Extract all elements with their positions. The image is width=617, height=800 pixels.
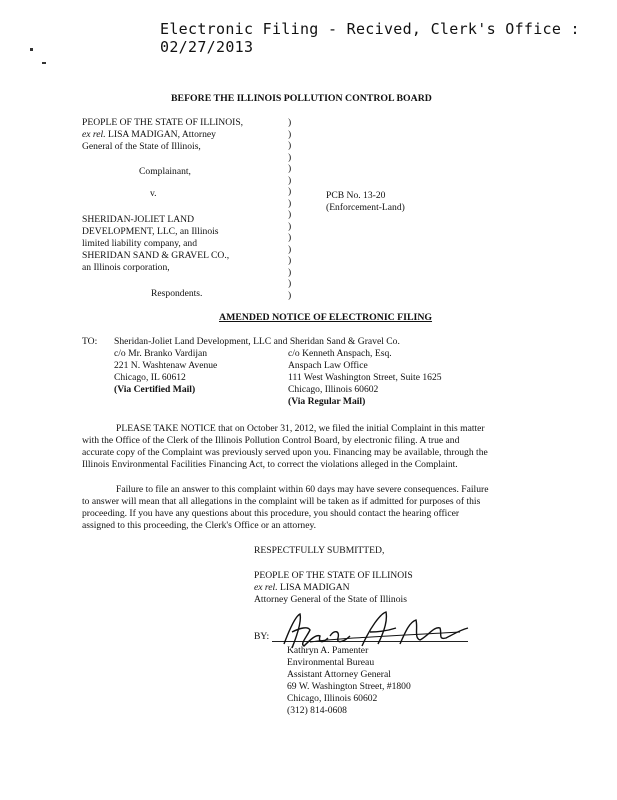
recipient-2-line-4: Chicago, Illinois 60602 bbox=[288, 384, 379, 395]
complainant-label: Complainant, bbox=[139, 166, 191, 177]
paragraph-2-line-1: Failure to file an answer to this complaint within 60 days may have severe consequences. Failure bbox=[116, 484, 489, 495]
paragraph-2-line-2: to answer will mean that all allegations in the complaint will be taken as if admitted for purposes of this bbox=[82, 496, 481, 507]
recipient-1-line-2: 221 N. Washtenaw Avenue bbox=[114, 360, 218, 371]
to-header: Sheridan-Joliet Land Development, LLC and Sheridan Sand & Gravel Co. bbox=[114, 336, 400, 347]
to-label: TO: bbox=[82, 336, 98, 347]
notice-title: AMENDED NOTICE OF ELECTRONIC FILING bbox=[219, 312, 433, 323]
plaintiff-line-3: General of the State of Illinois, bbox=[82, 141, 201, 152]
defendant-line-4: SHERIDAN SAND & GRAVEL CO., bbox=[82, 250, 230, 261]
paragraph-1-line-1: PLEASE TAKE NOTICE that on October 31, 2012, we filed the initial Complaint in this matter bbox=[116, 423, 485, 434]
signing-party-1: PEOPLE OF THE STATE OF ILLINOIS bbox=[254, 570, 413, 581]
recipient-1-method: (Via Certified Mail) bbox=[114, 384, 196, 395]
plaintiff-line-2 bbox=[82, 129, 216, 141]
ex-rel: ex rel. bbox=[82, 129, 106, 140]
signing-party-3: Attorney General of the State of Illinois bbox=[254, 594, 407, 605]
recipient-2-line-3: 111 West Washington Street, Suite 1625 bbox=[288, 372, 442, 383]
recipient-2-line-1: c/o Kenneth Anspach, Esq. bbox=[288, 348, 392, 359]
signing-party-2-rest: LISA MADIGAN bbox=[277, 582, 350, 593]
respondents-label: Respondents. bbox=[151, 288, 203, 299]
ex-rel: ex rel. bbox=[254, 582, 278, 593]
closing: RESPECTFULLY SUBMITTED, bbox=[254, 545, 385, 556]
recipient-1-line-1: c/o Mr. Branko Vardijan bbox=[114, 348, 208, 359]
defendant-line-2: DEVELOPMENT, LLC, an Illinois bbox=[82, 226, 219, 237]
paragraph-1-line-2: with the Office of the Clerk of the Illinois Pollution Control Board, by electronic filing. A true and bbox=[82, 435, 460, 446]
signer-phone: (312) 814-0608 bbox=[287, 705, 347, 716]
case-number: PCB No. 13-20 bbox=[326, 190, 386, 201]
signer-line-4: 69 W. Washington Street, #1800 bbox=[287, 681, 411, 692]
plaintiff-line-2-rest: LISA MADIGAN, Attorney bbox=[105, 129, 216, 140]
recipient-2-line-2: Anspach Law Office bbox=[288, 360, 368, 371]
signer-line-2: Environmental Bureau bbox=[287, 657, 375, 668]
case-type: (Enforcement-Land) bbox=[326, 202, 405, 213]
scan-speck bbox=[30, 48, 33, 51]
paragraph-1-line-3: accurate copy of the Complaint was previously served upon you. Financing may be available, through the bbox=[82, 447, 488, 458]
defendant-line-3: limited liability company, and bbox=[82, 238, 198, 249]
signer-name: Kathryn A. Pamenter bbox=[287, 645, 369, 656]
signing-party-2 bbox=[254, 582, 350, 594]
board-title: BEFORE THE ILLINOIS POLLUTION CONTROL BOARD bbox=[171, 93, 432, 104]
by-label: BY: bbox=[254, 631, 270, 642]
caption-divider: ) ) ) ) ) ) ) ) ) ) ) ) ) ) ) ) bbox=[288, 117, 292, 301]
scan-speck bbox=[42, 62, 46, 64]
paragraph-2-line-3: proceeding. If you have any questions about this procedure, you should contact the hearing officer bbox=[82, 508, 460, 519]
electronic-filing-stamp: Electronic Filing - Recived, Clerk's Office : 02/27/2013 bbox=[160, 20, 580, 56]
recipient-1-line-3: Chicago, IL 60612 bbox=[114, 372, 186, 383]
versus-label: v. bbox=[150, 188, 157, 199]
signer-line-3: Assistant Attorney General bbox=[287, 669, 391, 680]
signer-line-5: Chicago, Illinois 60602 bbox=[287, 693, 378, 704]
recipient-2-method: (Via Regular Mail) bbox=[288, 396, 366, 407]
plaintiff-line-1: PEOPLE OF THE STATE OF ILLINOIS, bbox=[82, 117, 244, 128]
defendant-line-5: an Illinois corporation, bbox=[82, 262, 170, 273]
paragraph-1-line-4: Illinois Environmental Facilities Financing Act, to correct the violations alleged in the Complaint. bbox=[82, 459, 458, 470]
paragraph-2-line-4: assigned to this proceeding, the Clerk's Office or an attorney. bbox=[82, 520, 317, 531]
defendant-line-1: SHERIDAN-JOLIET LAND bbox=[82, 214, 195, 225]
